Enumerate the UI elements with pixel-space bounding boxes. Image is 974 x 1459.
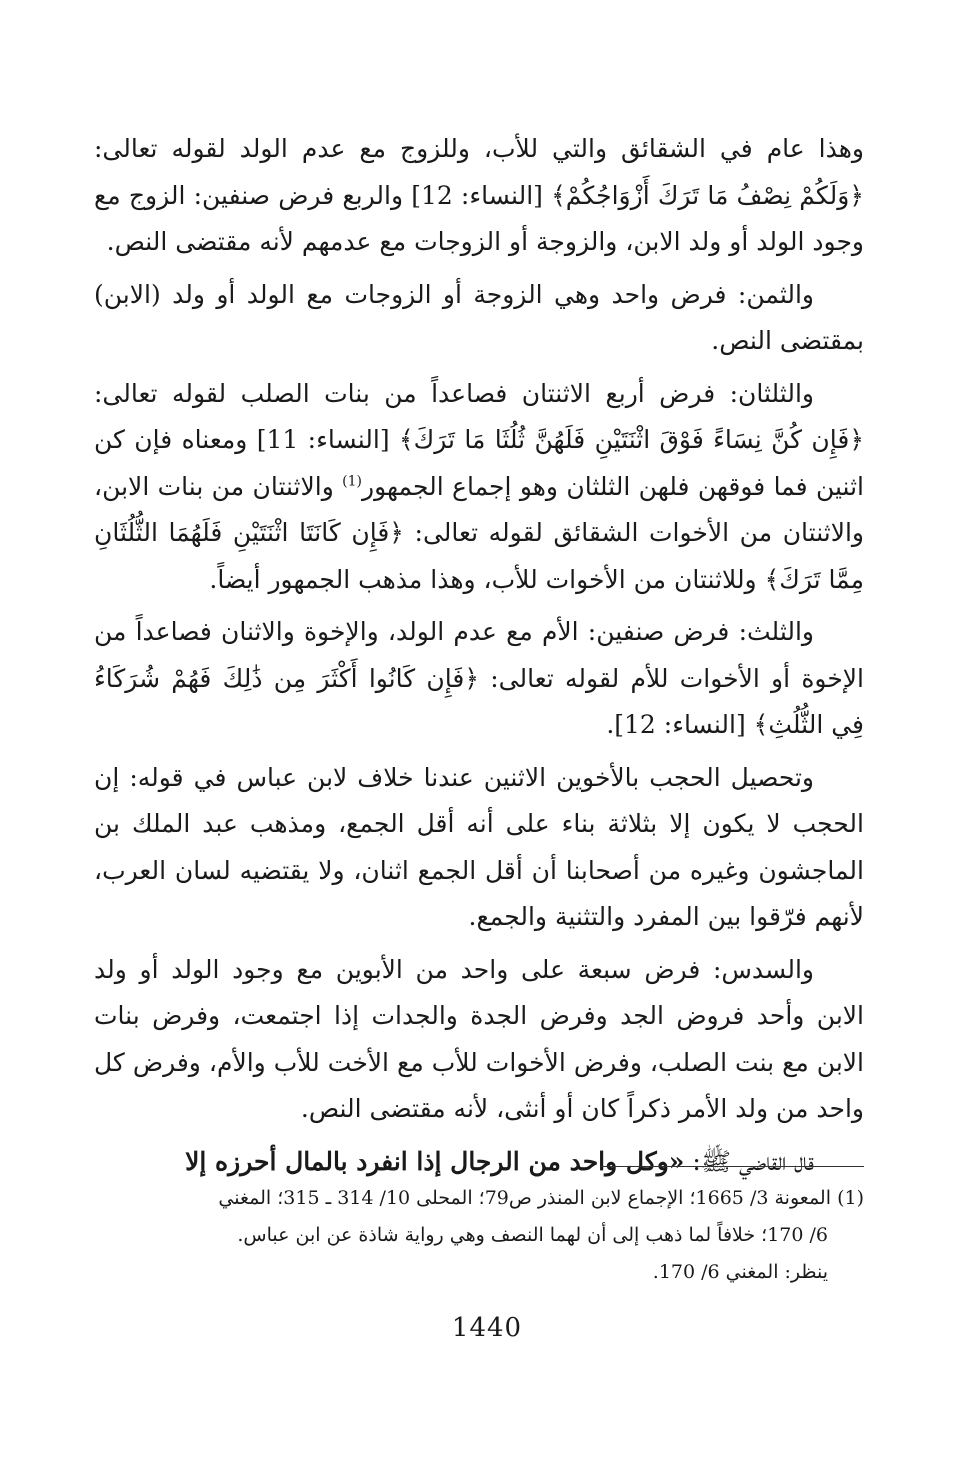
main-text [94, 126, 864, 1191]
paragraph-one-eighth: والثمن: فرض واحد وهي الزوجة أو الزوجات مع الولد أو ولد (الابن) بمقتضى النص. [94, 279, 864, 355]
footnote-text-1: المعونة 3/ 1665؛ الإجماع لابن المنذر ص79؛ المحلى 10/ 314 ـ 315؛ المغني [218, 1187, 832, 1209]
paragraph-inheritance-husband: وهذا عام في الشقائق والتي للأب، وللزوج مع عدم الولد لقوله تعالى: ﴿وَلَكُمْ نِصْفُ مَا تَرَكَ أَزْوَاجُكُمْ﴾ [النساء: 12] والربع فرض صنفين: الزوج مع وجود الولد أو ولد الابن، والزوجة أو الزوجات مع عدمهم لأنه مقتضى النص. [94, 134, 864, 256]
paragraph-one-sixth: والسدس: فرض سبعة على واحد من الأبوين مع وجود الولد أو ولد الابن وأحد فروض الجد وفرض الجدة والجدات إذا اجتمعت، وفرض بنات الابن مع بنت الصلب، وفرض الأخوات للأب مع الأخت للأب والأم، وفرض كل واحد من ولد الأمر ذكراً كان أو أنثى، لأنه مقتضى النص. [94, 954, 864, 1123]
footnotes [94, 1180, 864, 1291]
page-number: 1440 [451, 1313, 523, 1343]
paragraph-one-third: والثلث: فرض صنفين: الأم مع عدم الولد، والإخوة والاثنان فصاعداً من الإخوة أو الأخوات للأم لقوله تعالى: ﴿فَإِن كَانُوا أَكْثَرَ مِن ذَٰلِكَ فَهُمْ شُرَكَاءُ فِي الثُّلُثِ﴾ [النساء: 12]. [94, 617, 864, 739]
footnote-reference: (1) [342, 473, 363, 490]
footnote-divider [600, 1166, 864, 1167]
paragraph-qadi-quote [94, 1139, 864, 1186]
footnote-marker: (1) [837, 1187, 864, 1209]
paragraph-hajb: وتحصيل الحجب بالأخوين الاثنين عندنا خلاف لابن عباس في قوله: إن الحجب لا يكون إلا بثلاثة بناء على أنه أقل الجمع، ومذهب عبد الملك بن الماجشون وغيره من أصحابنا أن أقل الجمع اثنان، ولا يقتضيه لسان العرب، لأنهم فرّقوا بين المفرد والتثنية والجمع. [94, 762, 864, 931]
footnote-line-3: ينظر: المغني 6/ 170. [652, 1261, 828, 1283]
footnote-line-2: 6/ 170؛ خلافاً لما ذهب إلى أن لهما النصف وهي رواية شاذة عن ابن عباس. [237, 1224, 828, 1246]
footnote-line-1 [94, 1180, 864, 1217]
paragraph-two-thirds-text: والثلثان: فرض أربع الاثنتان فصاعداً من بنات الصلب لقوله تعالى: ﴿فَإِن كُنَّ نِسَاءً فَوْقَ اثْنَتَيْنِ فَلَهُنَّ ثُلُثَا مَا تَرَكَ﴾ [النساء: 11] ومعناه فإن كن اثنين فما فوقهن فلهن الثلثان وهو إجماع الجمهور [94, 378, 864, 501]
qadi-quote-lead: قال القاضي ﷺ: [684, 1146, 814, 1176]
qadi-quote-bold: «وكل واحد من الرجال إذا انفرد بالمال أحرزه إلا [185, 1146, 685, 1176]
paragraph-two-thirds-rest: والاثنتان من بنات الابن، والاثنتان من الأخوات الشقائق لقوله تعالى: ﴿فَإِن كَانَتَا اثْنَتَيْنِ فَلَهُمَا الثُّلُثَانِ مِمَّا تَرَكَ﴾ وللاثنتان من الأخوات للأب، وهذا مذهب الجمهور أيضاً. [94, 471, 864, 594]
paragraph-two-thirds [94, 371, 864, 604]
